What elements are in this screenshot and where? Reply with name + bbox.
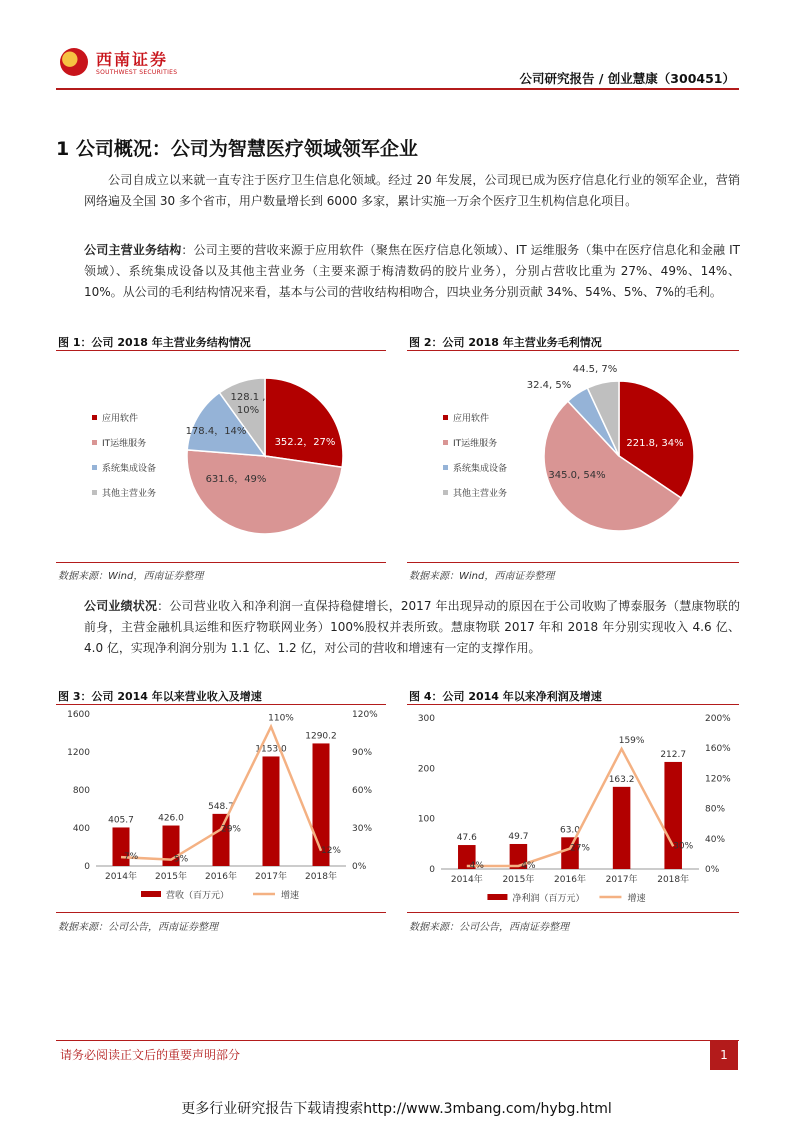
pie-data-label: 631.6，49% [205,474,267,485]
bar [263,756,280,866]
x-tick-label: 2014年 [105,872,137,882]
pie-chart-gross-profit [407,354,739,559]
legend-label-line: 增速 [627,894,646,904]
fig3-title-rule [56,704,386,705]
bar-value-label: 63.0 [559,825,581,836]
page-number: 1 [710,1040,738,1070]
legend-label-bar: 营收（百万元） [166,891,230,901]
logo-name-cn: 西南证券 [96,50,169,69]
x-tick-label: 2015年 [502,875,535,885]
growth-label: 27% [569,843,591,854]
legend-label-bar: 净利润（百万元） [512,894,585,904]
bar [664,762,682,869]
header-divider [56,88,739,90]
legend-swatch [92,490,97,495]
growth-label: 110% [268,713,294,724]
legend-swatch [443,490,448,495]
y-tick-label: 1200 [67,748,90,758]
footer-divider [56,1040,739,1041]
y2-tick-label: 120% [352,710,378,720]
y-tick-label: 400 [72,824,90,834]
y-tick-label: 800 [72,786,90,796]
section-title: 1 公司概况：公司为智慧医疗领域领军企业 [56,138,418,160]
paragraph-lead-business: 公司主营业务结构 [84,243,182,257]
report-label: 公司研究报告 / 创业慧康（300451） [519,71,735,86]
pie-data-label: 128.1 , [230,392,266,403]
legend-swatch [92,465,97,470]
bar [613,787,631,869]
legend-label: IT运维服务 [453,439,498,449]
y2-tick-label: 90% [352,748,373,758]
y2-tick-label: 60% [352,786,373,796]
legend-swatch [443,465,448,470]
paragraph-lead-performance: 公司业绩状况 [84,599,158,613]
fig3-bottom-rule [56,912,386,913]
growth-label: 159% [618,735,645,746]
legend-label: 其他主营业务 [102,489,157,499]
footer-notice: 请务必阅读正文后的重要声明部分 [60,1048,241,1062]
bar-value-label: 47.6 [456,833,477,844]
bar [213,814,230,866]
legend-label: 系统集成设备 [102,464,157,474]
pie-data-label: 345.0, 54% [548,470,606,481]
bar-value-label: 1153.0 [255,744,287,755]
legend-swatch-bar [141,891,161,897]
legend-label: 应用软件 [453,414,490,424]
y-tick-label: 100 [417,814,435,825]
legend-label: 系统集成设备 [453,464,508,474]
y2-tick-label: 30% [352,824,373,834]
fig4-bottom-rule [407,912,739,913]
bar-value-label: 1290.2 [305,731,337,742]
bar-value-label: 212.7 [660,749,687,760]
bar-value-label: 548.7 [208,801,234,812]
legend-label: 应用软件 [102,414,139,424]
growth-label: 29% [220,824,242,835]
growth-label: 7% [123,852,139,863]
fig3-title: 图 3：公司 2014 年以来营业收入及增速 [58,690,262,703]
fig1-title: 图 1：公司 2018 年主营业务结构情况 [58,336,251,349]
fig4-title: 图 4：公司 2014 年以来净利润及增速 [409,690,602,703]
legend-swatch [92,440,97,445]
fig1-title-rule [56,350,386,351]
y-tick-label: 0 [84,862,90,872]
y2-tick-label: 200% [705,714,731,724]
paragraph-business-structure [84,240,740,303]
y-tick-label: 1600 [67,710,90,720]
bar-value-label: 49.7 [508,831,529,842]
x-tick-label: 2016年 [205,872,237,882]
y2-tick-label: 0% [705,865,720,875]
fig4-title-rule [407,704,739,705]
legend-label: IT运维服务 [102,439,147,449]
bar-value-label: 163.2 [608,774,635,785]
pie-data-label: 44.5, 7% [572,364,618,375]
legend-label: 其他主营业务 [453,489,508,499]
fig1-source: 数据来源：Wind，西南证券整理 [58,571,204,582]
fig2-title: 图 2：公司 2018 年主营业务毛利情况 [409,336,602,349]
legend-label-line: 增速 [281,891,300,901]
pie-chart-revenue-structure [56,354,386,559]
x-tick-label: 2017年 [605,875,638,885]
y2-tick-label: 80% [705,804,726,815]
y-tick-label: 300 [417,714,435,724]
y2-tick-label: 160% [705,744,731,755]
paragraph-performance-text: ：公司营业收入和净利润一直保持稳健增长，2017 年出现异动的原因在于公司收购了博泰服务（慧康物联的前身，主营金融机具运维和医疗物联网业务）100%股权并表所致。慧康物联 2017 年和 2018 年分别实现收入 4.6 亿、4.0 亿，实现净利润分别为 1.1 亿、1.2 亿，对公司的营收和增速有一定的支撑作用。 [84,599,740,655]
pie-slice-1 [265,378,343,467]
legend-swatch [443,440,448,445]
pie-data-label: 32.4, 5% [526,380,572,391]
growth-label: 4% [521,860,536,871]
y2-tick-label: 120% [705,774,731,785]
x-tick-label: 2017年 [255,872,287,882]
pie-data-label: 10% [236,405,260,416]
fig2-source: 数据来源：Wind，西南证券整理 [409,571,555,582]
pie-data-label: 221.8, 34% [626,438,684,449]
legend-swatch [92,415,97,420]
legend-swatch [443,415,448,420]
combo-chart-net-profit [407,706,739,912]
y2-tick-label: 0% [352,862,367,872]
download-link[interactable]: 更多行业研究报告下载请搜索http://www.3mbang.com/hybg.html [181,1101,612,1117]
x-tick-label: 2018年 [305,872,337,882]
bar-value-label: 405.7 [108,815,134,826]
growth-label: 12% [320,845,342,856]
legend-swatch-bar [487,894,507,900]
growth-label: 30% [673,841,694,852]
company-logo-icon [60,48,88,76]
pie-data-label: 178.4，14% [185,426,247,437]
pie-data-label: 352.2，27% [274,437,336,448]
x-tick-label: 2018年 [657,875,690,885]
combo-chart-revenue [56,706,386,912]
y2-tick-label: 40% [705,834,726,845]
paragraph-performance [84,596,740,659]
y-tick-label: 0 [429,865,435,875]
fig2-bottom-rule [407,562,739,563]
paragraph-overview [84,170,740,212]
logo-name-en: SOUTHWEST SECURITIES [96,69,178,76]
bar-value-label: 426.0 [158,813,184,824]
y-tick-label: 200 [417,764,435,775]
growth-label: 5% [173,854,189,865]
x-tick-label: 2014年 [450,875,483,885]
x-tick-label: 2015年 [155,872,187,882]
fig4-source: 数据来源：公司公告，西南证券整理 [409,922,569,933]
x-tick-label: 2016年 [554,875,586,885]
fig1-bottom-rule [56,562,386,563]
fig2-title-rule [407,350,739,351]
fig3-source: 数据来源：公司公告，西南证券整理 [58,922,218,933]
growth-label: 4% [469,860,484,871]
paragraph-overview-text: 公司自成立以来就一直专注于医疗卫生信息化领域。经过 20 年发展，公司现已成为医疗信息化行业的领军企业，营销网络遍及全国 30 多个省市，用户数量增长到 6000 多家，累计实施一万余个医疗卫生机构信息化项目。 [84,173,740,208]
paragraph-business-text: ：公司主要的营收来源于应用软件（聚焦在医疗信息化领域）、IT 运维服务（集中在医疗信息化和金融 IT 领域）、系统集成设备以及其他主营业务（主要来源于梅清数码的胶片业务），分别占营收比重为 27%、49%、14%、10%。从公司的毛利结构情况来看，基本与公司的营收结构相吻合，四块业务分别贡献 34%、54%、5%、7%的毛利。 [84,243,740,299]
